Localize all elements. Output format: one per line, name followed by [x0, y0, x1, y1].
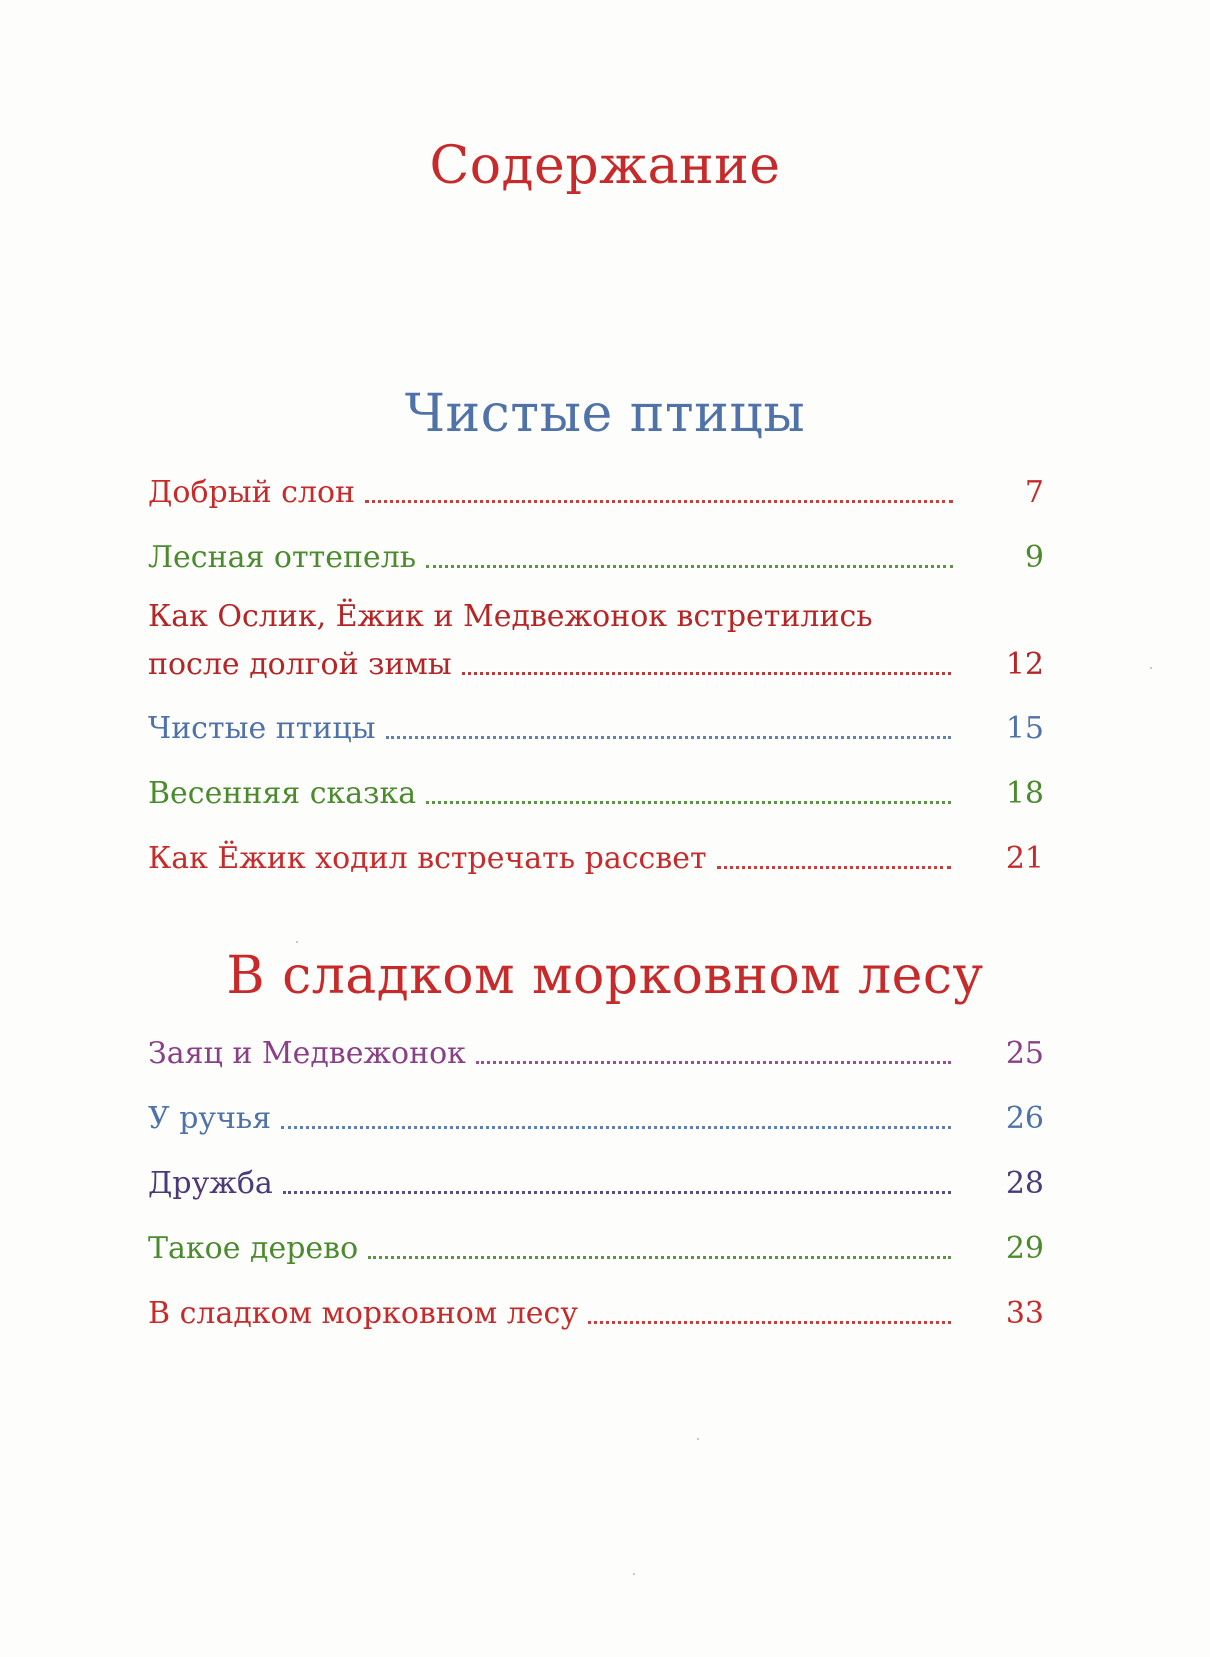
toc-entry-chistye-ptitsy[interactable]: [148, 700, 1044, 744]
scan-speck: [633, 1573, 635, 1575]
toc-entry-page: 26: [1005, 1101, 1044, 1136]
toc-entry-kak-ezhik-rassvet[interactable]: [148, 830, 1044, 874]
toc-entry-title: Добрый слон: [148, 475, 356, 510]
toc-entry-druzhba[interactable]: [148, 1155, 1044, 1199]
toc-entry-zayats-medvezhonok[interactable]: [148, 1025, 1044, 1069]
toc-entry-title-line1[interactable]: Как Ослик, Ёжик и Медвежонок встретились: [148, 599, 873, 634]
dot-leader: [426, 801, 951, 804]
toc-entry-title: Чистые птицы: [148, 711, 376, 746]
toc-entry-dobryy-slon[interactable]: [148, 464, 1044, 508]
dot-leader: [368, 1256, 951, 1259]
toc-entry-v-sladkom-lesu[interactable]: [148, 1285, 1044, 1329]
dot-leader: [365, 500, 953, 503]
toc-entry-title: Весенняя сказка: [148, 776, 417, 811]
toc-entry-page: 18: [1005, 776, 1044, 811]
dot-leader: [283, 1191, 951, 1194]
toc-entry-page: 29: [1005, 1231, 1044, 1266]
toc-entry-u-ruchya[interactable]: [148, 1090, 1044, 1134]
toc-entry-title: Как Ёжик ходил встречать рассвет: [148, 841, 707, 876]
scan-speck: [1150, 667, 1152, 669]
toc-entry-title: В сладком морковном лесу: [148, 1296, 578, 1331]
toc-entry-page: 9: [1024, 540, 1044, 575]
toc-entry-lesnaya-ottepel[interactable]: [148, 529, 1044, 573]
toc-entry-page: 15: [1005, 711, 1044, 746]
toc-entry-page: 28: [1005, 1166, 1044, 1201]
section-title-chistye-ptitsy: Чистые птицы: [404, 384, 806, 444]
dot-leader: [426, 565, 953, 568]
toc-entry-title: Дружба: [148, 1166, 273, 1201]
page-title: Содержание: [429, 136, 781, 196]
toc-entry-page: 21: [1005, 841, 1044, 876]
dot-leader: [462, 672, 951, 675]
scan-speck: [697, 1438, 699, 1440]
section-title-v-sladkom-lesu: В сладком морковном лесу: [226, 946, 984, 1006]
dot-leader: [281, 1126, 951, 1129]
toc-entry-page: 25: [1005, 1036, 1044, 1071]
toc-entry-title: Лесная оттепель: [148, 540, 417, 575]
dot-leader: [717, 866, 951, 869]
scan-speck: [296, 941, 298, 943]
toc-entry-title: Такое дерево: [148, 1231, 359, 1266]
toc-entry-vesennyaya-skazka[interactable]: [148, 765, 1044, 809]
dot-leader: [386, 736, 951, 739]
toc-entry-page: 7: [1024, 475, 1044, 510]
toc-entry-page: 33: [1005, 1296, 1044, 1331]
toc-entry-takoe-derevo[interactable]: [148, 1220, 1044, 1264]
toc-entry-title-line2: после долгой зимы: [148, 647, 452, 682]
dot-leader: [476, 1061, 951, 1064]
toc-entry-page: 12: [1005, 647, 1044, 682]
toc-entry-title: Заяц и Медвежонок: [148, 1036, 466, 1071]
toc-entry-kak-oslik[interactable]: [148, 636, 1044, 680]
dot-leader: [588, 1321, 951, 1324]
toc-entry-title: У ручья: [148, 1101, 272, 1136]
